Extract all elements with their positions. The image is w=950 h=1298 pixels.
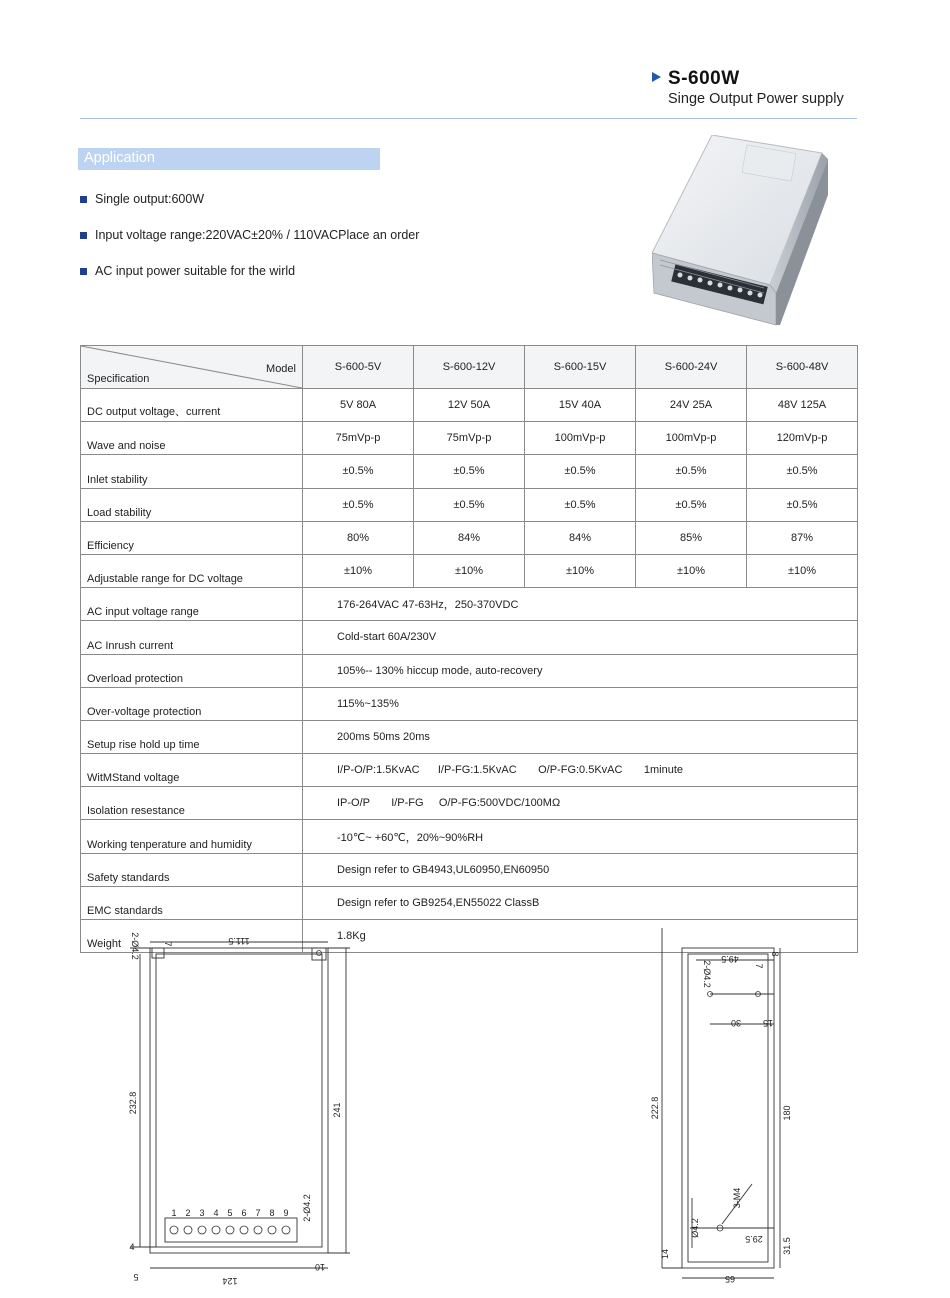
dim-label: 65 <box>724 1274 736 1284</box>
dim-label: 124 <box>222 1276 238 1286</box>
table-row <box>81 422 858 455</box>
row-label: Overload protection <box>81 654 303 687</box>
row-label: Working tenperature and humidity <box>81 820 303 853</box>
table-row <box>81 687 858 720</box>
table-row <box>81 488 858 521</box>
cell-value: ±0.5% <box>303 488 414 521</box>
cell-value: 80% <box>303 521 414 554</box>
cell-value: 48V 125A <box>747 389 858 422</box>
dim-label: 10 <box>314 1262 326 1272</box>
dim-label: 8 <box>770 951 780 957</box>
dim-label: 232.8 <box>128 1091 138 1115</box>
cell-value: 15V 40A <box>525 389 636 422</box>
cell-value: ±10% <box>525 554 636 587</box>
cell-value: 5V 80A <box>303 389 414 422</box>
dim-label: 2-Ø4.2 <box>130 932 140 960</box>
cell-value-wide: 176-264VAC 47-63Hz，250-370VDC <box>303 588 858 621</box>
table-row <box>81 720 858 753</box>
dim-label: 180 <box>782 1105 792 1121</box>
dim-label: 7 <box>163 941 173 947</box>
triangle-bullet-icon <box>652 72 661 82</box>
cell-value: ±0.5% <box>414 488 525 521</box>
page-title: S-600W <box>668 68 740 89</box>
cell-value: ±0.5% <box>636 455 747 488</box>
row-label: Over-voltage protection <box>81 687 303 720</box>
dim-label: 4 <box>129 1242 135 1252</box>
dim-label: 222.8 <box>650 1096 660 1120</box>
table-row <box>81 554 858 587</box>
bullet-text: Input voltage range:220VAC±20% / 110VACPlace an order <box>95 228 420 242</box>
table-row <box>81 820 858 853</box>
row-label: Isolation resestance <box>81 787 303 820</box>
cell-value-wide: IP-O/P I/P-FG O/P-FG:500VDC/100MΩ <box>303 787 858 820</box>
cell-value-wide: I/P-O/P:1.5KvAC I/P-FG:1.5KvAC O/P-FG:0.5KvAC 1minute <box>303 754 858 787</box>
square-bullet-icon <box>80 196 87 203</box>
table-row <box>81 521 858 554</box>
model-header: S-600-15V <box>525 346 636 389</box>
cell-value: ±0.5% <box>747 488 858 521</box>
application-label: Application <box>84 150 155 166</box>
specification-table <box>80 345 858 953</box>
cell-value-wide: -10℃~ +60℃，20%~90%RH <box>303 820 858 853</box>
dim-label: Ø4.2 <box>690 1218 700 1238</box>
cell-value: ±0.5% <box>525 455 636 488</box>
page-subtitle: Singe Output Power supply <box>668 91 844 107</box>
cell-value: 87% <box>747 521 858 554</box>
cell-value: 84% <box>525 521 636 554</box>
table-row <box>81 621 858 654</box>
row-label: Load stability <box>81 488 303 521</box>
bullet-item <box>80 264 640 280</box>
row-label: AC input voltage range <box>81 588 303 621</box>
dim-label: 2-Ø4.2 <box>702 960 712 988</box>
row-label: Adjustable range for DC voltage <box>81 554 303 587</box>
cell-value: 85% <box>636 521 747 554</box>
cell-value: ±10% <box>747 554 858 587</box>
cell-value: 100mVp-p <box>636 422 747 455</box>
terminal-number: 1 <box>171 1208 177 1218</box>
square-bullet-icon <box>80 232 87 239</box>
terminal-number: 3 <box>199 1208 205 1218</box>
dim-label: 7 <box>754 963 764 969</box>
cell-value: 100mVp-p <box>525 422 636 455</box>
bullet-item <box>80 192 640 208</box>
bullet-text: Single output:600W <box>95 192 205 206</box>
row-label: Wave and noise <box>81 422 303 455</box>
terminal-number: 6 <box>241 1208 247 1218</box>
dim-label: 111.5 <box>228 936 250 946</box>
row-label: Weight <box>81 920 303 953</box>
cell-value-wide: 115%~135% <box>303 687 858 720</box>
cell-value-wide: Design refer to GB4943,UL60950,EN60950 <box>303 853 858 886</box>
cell-value-wide: 105%-- 130% hiccup mode, auto-recovery <box>303 654 858 687</box>
terminal-number: 7 <box>255 1208 261 1218</box>
cell-value: ±0.5% <box>414 455 525 488</box>
header-diagonal-cell <box>81 346 303 389</box>
dim-label: 15 <box>762 1018 774 1028</box>
bullet-item <box>80 228 640 244</box>
header-spec-label: Specification <box>87 373 150 385</box>
square-bullet-icon <box>80 268 87 275</box>
table-row <box>81 787 858 820</box>
row-label: EMC standards <box>81 886 303 919</box>
header-divider <box>80 118 857 119</box>
cell-value-wide: Design refer to GB9254,EN55022 ClassB <box>303 886 858 919</box>
model-header: S-600-24V <box>636 346 747 389</box>
dim-label: 3-M4 <box>732 1187 742 1209</box>
cell-value: ±10% <box>303 554 414 587</box>
cell-value: 75mVp-p <box>414 422 525 455</box>
dim-label: 29.5 <box>745 1234 763 1244</box>
cell-value: ±0.5% <box>747 455 858 488</box>
row-label: Safety standards <box>81 853 303 886</box>
row-label: Efficiency <box>81 521 303 554</box>
power-supply-product-image <box>652 135 830 330</box>
cell-value: 12V 50A <box>414 389 525 422</box>
table-row <box>81 588 858 621</box>
cell-value-wide: Cold-start 60A/230V <box>303 621 858 654</box>
cell-value: ±0.5% <box>303 455 414 488</box>
cell-value: ±0.5% <box>525 488 636 521</box>
row-label: DC output voltage、current <box>81 389 303 422</box>
terminal-number: 8 <box>269 1208 275 1218</box>
front-dimension-drawing <box>110 928 370 1288</box>
terminal-number: 9 <box>283 1208 289 1218</box>
side-dimension-drawing <box>640 928 800 1288</box>
terminal-number: 2 <box>185 1208 191 1218</box>
application-section-bar <box>78 148 380 170</box>
cell-value: 24V 25A <box>636 389 747 422</box>
cell-value: ±10% <box>636 554 747 587</box>
bullet-text: AC input power suitable for the wirld <box>95 264 296 278</box>
table-row <box>81 455 858 488</box>
row-label: Setup rise hold up time <box>81 720 303 753</box>
cell-value: 75mVp-p <box>303 422 414 455</box>
model-header: S-600-48V <box>747 346 858 389</box>
terminal-number: 5 <box>227 1208 233 1218</box>
header-model-label: Model <box>266 363 296 375</box>
dim-label: 30 <box>730 1018 742 1028</box>
cell-value: ±0.5% <box>636 488 747 521</box>
table-row <box>81 754 858 787</box>
dim-label: 2-Ø4.2 <box>302 1194 312 1222</box>
model-header: S-600-12V <box>414 346 525 389</box>
cell-value-wide: 1.8Kg <box>303 920 858 953</box>
cell-value: 84% <box>414 521 525 554</box>
row-label: AC Inrush current <box>81 621 303 654</box>
dim-label: 49.5 <box>721 954 739 964</box>
dim-label: 241 <box>332 1102 342 1118</box>
table-row <box>81 853 858 886</box>
row-label: WitMStand voltage <box>81 754 303 787</box>
table-row <box>81 886 858 919</box>
table-header-row <box>81 346 858 389</box>
dim-label: 5 <box>133 1272 139 1282</box>
table-row <box>81 389 858 422</box>
cell-value: 120mVp-p <box>747 422 858 455</box>
cell-value: ±10% <box>414 554 525 587</box>
table-row <box>81 654 858 687</box>
row-label: Inlet stability <box>81 455 303 488</box>
cell-value-wide: 200ms 50ms 20ms <box>303 720 858 753</box>
dim-label: 14 <box>660 1248 670 1260</box>
dim-label: 31.5 <box>782 1237 792 1255</box>
model-header: S-600-5V <box>303 346 414 389</box>
terminal-number: 4 <box>213 1208 219 1218</box>
